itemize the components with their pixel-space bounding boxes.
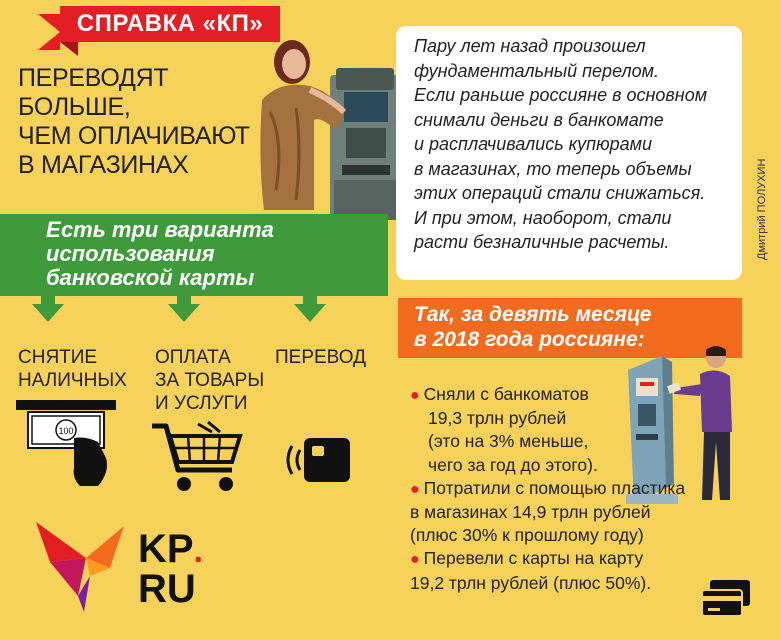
ribbon-fold	[60, 42, 78, 56]
logo-kp: KP	[138, 527, 194, 571]
kp-bird-icon	[30, 516, 130, 616]
quote-line: Пару лет назад произошел	[414, 36, 646, 56]
quote-line: в магазинах, то теперь объемы	[414, 158, 692, 179]
stat-line: Потратили с помощью пластика	[423, 477, 686, 498]
green-banner-line: Есть три варианта	[46, 217, 274, 242]
quote-line: Если раньше россияне в основном	[414, 85, 708, 105]
bullet-icon: ●	[410, 387, 420, 404]
ribbon-label: СПРАВКА «КП»	[60, 6, 280, 42]
bank-cards-icon	[700, 578, 752, 618]
stat-item-transfers	[410, 547, 740, 594]
orange-banner-line: в 2018 года россияне:	[414, 328, 645, 351]
option-label: НАЛИЧНЫХ	[18, 370, 127, 391]
quote-line: И при этом, наоборот, стали	[414, 207, 672, 228]
option-label: ПЕРЕВОД	[275, 347, 366, 368]
logo-text	[138, 527, 204, 611]
quote-line: снимали деньги в банкомате	[414, 109, 664, 130]
quote-line: фундаментальный перелом.	[414, 60, 659, 81]
green-banner-line: банковской карты	[46, 265, 255, 290]
stat-line: в магазинах 14,9 трлн рублей	[410, 502, 651, 523]
stat-line: 19,2 трлн рублей (плюс 50%).	[410, 572, 652, 593]
stat-line: (это на 3% меньше,	[428, 431, 589, 452]
down-arrow-icon	[294, 304, 326, 322]
stat-line: 19,3 трлн рублей	[428, 408, 567, 429]
quote-box	[396, 26, 742, 280]
stat-line: (плюс 30% к прошлому году)	[410, 525, 644, 546]
quote-line: этих операций стали снижаться.	[414, 183, 706, 203]
headline-line: БОЛЬШЕ,	[18, 93, 131, 121]
stat-line: Сняли с банкоматов	[423, 384, 589, 404]
option-transfer	[275, 346, 366, 369]
bullet-icon: ●	[410, 480, 420, 498]
option-cash-withdrawal	[18, 346, 127, 392]
logo-dot: .	[193, 532, 204, 570]
ribbon-tail	[38, 14, 60, 50]
option-label: СНЯТИЕ	[18, 347, 98, 368]
headline	[18, 64, 258, 180]
shopping-cart-icon	[150, 420, 246, 496]
option-label: ОПЛАТА	[155, 347, 231, 368]
cash-withdrawal-icon	[14, 398, 118, 492]
stats-list	[410, 383, 740, 595]
option-label: И УСЛУГИ	[155, 393, 248, 414]
stat-item-card-payments	[410, 477, 740, 548]
photo-credit: Дмитрий ПОЛУХИН	[756, 158, 768, 260]
orange-banner-line: Так, за девять месяце	[414, 303, 652, 326]
option-label: ЗА ТОВАРЫ	[155, 370, 265, 391]
green-banner-line: использования	[46, 241, 215, 266]
quote-text	[414, 34, 734, 255]
stat-line: Перевели с карты на карту	[423, 548, 644, 569]
headline-line: ЧЕМ ОПЛАЧИВАЮТ	[18, 122, 250, 150]
headline-line: В МАГАЗИНАХ	[18, 151, 189, 179]
stat-line: чего за год до этого).	[428, 454, 598, 475]
stat-item-withdrawals	[410, 383, 740, 477]
contactless-card-icon	[282, 432, 354, 488]
bullet-icon: ●	[410, 551, 420, 569]
option-payment	[155, 346, 264, 415]
svg-text:100: 100	[58, 426, 74, 436]
quote-line: расти безналичные расчеты.	[414, 232, 670, 252]
logo-ru: RU	[138, 567, 196, 611]
headline-line: ПЕРЕВОДЯТ	[18, 64, 169, 92]
green-banner-text	[46, 218, 376, 290]
down-arrow-icon	[32, 304, 64, 322]
quote-line: и расплачивались купюрами	[414, 134, 652, 154]
down-arrow-icon	[168, 304, 200, 322]
woman-at-atm-photo	[240, 20, 420, 220]
kp-ru-logo	[30, 516, 230, 616]
